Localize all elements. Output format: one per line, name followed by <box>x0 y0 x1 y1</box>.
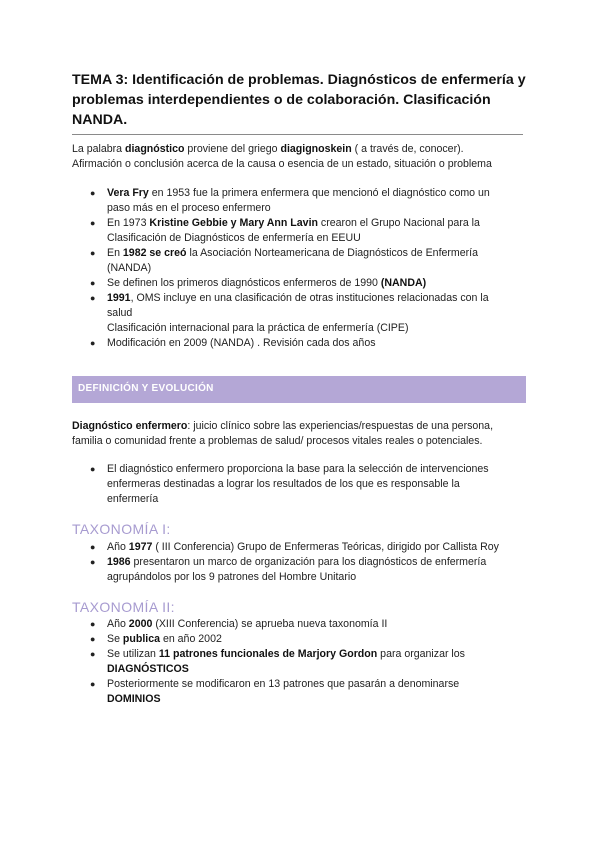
bullet-icon: ● <box>90 338 96 348</box>
bold-text: 1982 se creó <box>122 247 187 259</box>
list-item <box>72 186 522 216</box>
bullet-icon: ● <box>90 293 96 303</box>
list-item <box>72 632 522 647</box>
list-item <box>72 246 522 276</box>
item-text: Se definen los primeros diagnósticos enfermeros de 1990 <box>107 277 381 289</box>
list-item <box>72 291 522 336</box>
bold-text: Kristine Gebbie y Mary Ann Lavin <box>149 217 318 229</box>
bold-text: 1977 <box>128 541 153 553</box>
intro-text: ( a través de, conocer). <box>351 143 464 155</box>
bold-text: 11 patrones funcionales de Marjory Gordon <box>158 648 378 660</box>
list-item <box>72 336 522 351</box>
bullet-icon: ● <box>90 464 96 474</box>
item-text: Se <box>107 633 123 645</box>
item-text-continued: salud <box>107 307 133 319</box>
section-heading-band <box>72 376 526 403</box>
definition-list <box>72 462 522 507</box>
title-divider <box>72 134 523 135</box>
title-line-1: TEMA 3: Identificación de problemas. Diagnósticos de enfermería y <box>72 72 526 88</box>
bullet-icon: ● <box>90 278 96 288</box>
list-item <box>72 462 522 507</box>
item-text-continued: Clasificación internacional para la práctica de enfermería (CIPE) <box>107 322 409 334</box>
item-text: En <box>107 247 123 259</box>
taxonomy-1-list <box>72 540 522 585</box>
list-item <box>72 216 522 246</box>
bold-text: 2000 <box>128 618 153 630</box>
bold-text: (NANDA) <box>380 277 427 289</box>
history-list <box>72 186 522 351</box>
intro-line-1 <box>72 142 492 157</box>
bullet-icon: ● <box>90 649 96 659</box>
list-item <box>72 617 522 632</box>
intro-text: proviene del griego <box>184 143 281 155</box>
bold-text: publica <box>122 633 160 645</box>
list-item <box>72 555 522 585</box>
taxonomy-2-heading: TAXONOMÍA II: <box>72 599 175 615</box>
item-text: presentaron un marco de organización para los diagnósticos de enfermería <box>130 556 487 568</box>
item-text-continued: paso más en el proceso enfermero <box>107 202 271 214</box>
bold-text-continued: DOMINIOS <box>107 693 161 705</box>
list-item <box>72 677 522 707</box>
intro-line-2: Afirmación o conclusión acerca de la causa o esencia de un estado, situación o problema <box>72 158 492 170</box>
bullet-icon: ● <box>90 619 96 629</box>
bold-text: Vera Fry <box>107 187 149 199</box>
item-text: Año <box>107 541 129 553</box>
intro-term-diagnostico: diagnóstico <box>125 143 185 155</box>
title-line-3: NANDA. <box>72 112 128 128</box>
item-text: Modificación en 2009 (NANDA) . Revisión cada dos años <box>107 337 376 349</box>
list-item <box>72 540 522 555</box>
taxonomy-1-heading: TAXONOMÍA I: <box>72 521 171 537</box>
list-item <box>72 276 522 291</box>
item-text-continued: (NANDA) <box>107 262 152 274</box>
bullet-icon: ● <box>90 634 96 644</box>
bullet-icon: ● <box>90 218 96 228</box>
item-text: crearon el Grupo Nacional para la <box>317 217 480 229</box>
intro-term-greek: diagignoskein <box>280 143 352 155</box>
item-text: para organizar los <box>377 648 465 660</box>
item-text: Posteriormente se modificaron en 13 patrones que pasarán a denominarse <box>107 678 460 690</box>
item-text: en año 2002 <box>160 633 222 645</box>
item-text: la Asociación Norteamericana de Diagnósticos de Enfermería <box>186 247 479 259</box>
intro-text: La palabra <box>72 143 126 155</box>
definition-text: : juicio clínico sobre las experiencias/respuestas de una persona, <box>187 420 494 432</box>
bold-text-continued: DIAGNÓSTICOS <box>107 663 189 675</box>
section-heading: DEFINICIÓN Y EVOLUCIÓN <box>78 383 214 394</box>
item-text: ( III Conferencia) Grupo de Enfermeras Teóricas, dirigido por Callista Roy <box>152 541 499 553</box>
item-text: En 1973 <box>107 217 150 229</box>
bullet-icon: ● <box>90 679 96 689</box>
item-text-continued: agrupándolos por los 9 patrones del Hombre Unitario <box>107 571 357 583</box>
bold-text: 1986 <box>107 556 131 568</box>
list-item <box>72 647 522 677</box>
definition-term: Diagnóstico enfermero <box>72 420 188 432</box>
bullet-icon: ● <box>90 557 96 567</box>
bullet-icon: ● <box>90 542 96 552</box>
item-text: El diagnóstico enfermero proporciona la base para la selección de intervenciones <box>107 463 489 475</box>
item-text: Se utilizan <box>107 648 159 660</box>
item-text: , OMS incluye en una clasificación de otras instituciones relacionadas con la <box>130 292 489 304</box>
item-text: Año <box>107 618 129 630</box>
item-text-continued: Clasificación de Diagnósticos de enfermería en EEUU <box>107 232 361 244</box>
definition-paragraph <box>72 419 493 449</box>
page-title <box>72 70 542 130</box>
bullet-icon: ● <box>90 188 96 198</box>
title-line-2: problemas interdependientes o de colaboración. Clasificación <box>72 92 491 108</box>
bullet-icon: ● <box>90 248 96 258</box>
item-text: en 1953 fue la primera enfermera que mencionó el diagnóstico como un <box>148 187 490 199</box>
intro-paragraph <box>72 142 492 172</box>
definition-line-2: familia o comunidad frente a problemas de salud/ procesos vitales reales o potenciales. <box>72 435 483 447</box>
bold-text: 1991 <box>107 292 131 304</box>
item-text-continued: enfermeras destinadas a lograr los resultados de los que es responsable la <box>107 478 460 490</box>
taxonomy-2-list <box>72 617 522 707</box>
definition-line-1 <box>72 419 493 434</box>
item-text-continued: enfermería <box>107 493 159 505</box>
item-text: (XIII Conferencia) se aprueba nueva taxonomía II <box>152 618 388 630</box>
